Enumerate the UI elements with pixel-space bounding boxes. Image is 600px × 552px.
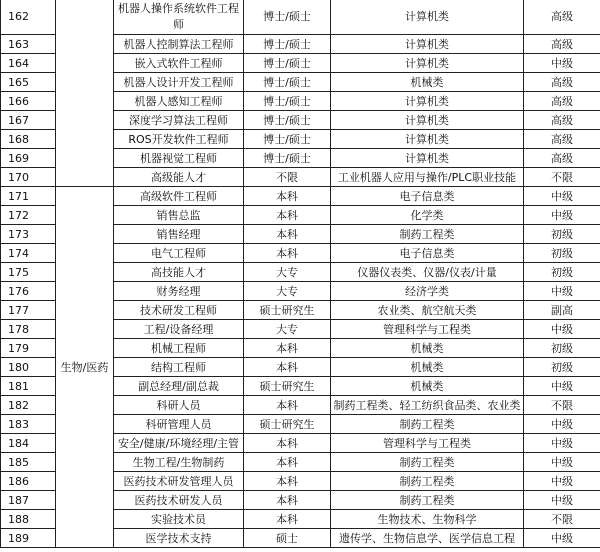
row-number: 162 bbox=[1, 0, 56, 35]
row-number: 170 bbox=[1, 168, 56, 187]
title-level: 中级 bbox=[524, 206, 600, 225]
education: 大专 bbox=[244, 282, 331, 301]
row-number: 182 bbox=[1, 396, 56, 415]
job-title: ROS开发软件工程师 bbox=[114, 130, 244, 149]
job-title: 生物工程/生物制药 bbox=[114, 453, 244, 472]
job-title: 实验技术员 bbox=[114, 510, 244, 529]
education: 本科 bbox=[244, 472, 331, 491]
job-title: 高级能人才 bbox=[114, 168, 244, 187]
job-title: 医药技术研发人员 bbox=[114, 491, 244, 510]
job-title: 高级软件工程师 bbox=[114, 187, 244, 206]
education: 本科 bbox=[244, 510, 331, 529]
major: 仪器仪表类、仪器/仪表/计量 bbox=[331, 263, 524, 282]
major: 计算机类 bbox=[331, 130, 524, 149]
education: 本科 bbox=[244, 453, 331, 472]
title-level: 中级 bbox=[524, 54, 600, 73]
job-title: 机器视觉工程师 bbox=[114, 149, 244, 168]
row-number: 164 bbox=[1, 54, 56, 73]
row-number: 184 bbox=[1, 434, 56, 453]
title-level: 副高 bbox=[524, 301, 600, 320]
job-title: 嵌入式软件工程师 bbox=[114, 54, 244, 73]
major: 制药工程类 bbox=[331, 225, 524, 244]
title-level: 不限 bbox=[524, 396, 600, 415]
title-level: 中级 bbox=[524, 282, 600, 301]
title-level: 高级 bbox=[524, 111, 600, 130]
row-number: 188 bbox=[1, 510, 56, 529]
major: 计算机类 bbox=[331, 35, 524, 54]
major: 制药工程类 bbox=[331, 491, 524, 510]
title-level: 初级 bbox=[524, 225, 600, 244]
title-level: 中级 bbox=[524, 320, 600, 339]
job-title: 医药技术研发管理人员 bbox=[114, 472, 244, 491]
education: 硕士研究生 bbox=[244, 377, 331, 396]
major: 计算机类 bbox=[331, 111, 524, 130]
title-level: 中级 bbox=[524, 377, 600, 396]
industry-cell-robotics bbox=[56, 0, 114, 187]
row-number: 165 bbox=[1, 73, 56, 92]
title-level: 中级 bbox=[524, 472, 600, 491]
job-title: 电气工程师 bbox=[114, 244, 244, 263]
education: 本科 bbox=[244, 396, 331, 415]
major: 计算机类 bbox=[331, 149, 524, 168]
row-number: 169 bbox=[1, 149, 56, 168]
title-level: 高级 bbox=[524, 130, 600, 149]
row-number: 178 bbox=[1, 320, 56, 339]
major: 机械类 bbox=[331, 358, 524, 377]
job-title: 销售经理 bbox=[114, 225, 244, 244]
job-title: 结构工程师 bbox=[114, 358, 244, 377]
education: 博士/硕士 bbox=[244, 130, 331, 149]
education: 博士/硕士 bbox=[244, 54, 331, 73]
job-title: 技术研发工程师 bbox=[114, 301, 244, 320]
major: 制药工程类 bbox=[331, 472, 524, 491]
table-row bbox=[1, 187, 600, 206]
row-number: 180 bbox=[1, 358, 56, 377]
table-body bbox=[1, 0, 600, 548]
row-number: 173 bbox=[1, 225, 56, 244]
job-title: 安全/健康/环境经理/主管 bbox=[114, 434, 244, 453]
row-number: 186 bbox=[1, 472, 56, 491]
row-number: 189 bbox=[1, 529, 56, 548]
job-title: 机器人感知工程师 bbox=[114, 92, 244, 111]
major: 制药工程类、轻工纺织食品类、农业类 bbox=[331, 396, 524, 415]
title-level: 中级 bbox=[524, 453, 600, 472]
major: 制药工程类 bbox=[331, 453, 524, 472]
major: 机械类 bbox=[331, 377, 524, 396]
education: 硕士研究生 bbox=[244, 415, 331, 434]
row-number: 183 bbox=[1, 415, 56, 434]
education: 博士/硕士 bbox=[244, 149, 331, 168]
major: 管理科学与工程类 bbox=[331, 320, 524, 339]
row-number: 175 bbox=[1, 263, 56, 282]
education: 本科 bbox=[244, 434, 331, 453]
major: 制药工程类 bbox=[331, 415, 524, 434]
major: 机械类 bbox=[331, 339, 524, 358]
education: 硕士 bbox=[244, 529, 331, 548]
industry-cell-biomedicine: 生物/医药 bbox=[56, 187, 114, 548]
row-number: 181 bbox=[1, 377, 56, 396]
major: 生物技术、生物科学 bbox=[331, 510, 524, 529]
job-title: 副总经理/副总裁 bbox=[114, 377, 244, 396]
job-title: 财务经理 bbox=[114, 282, 244, 301]
major: 电子信息类 bbox=[331, 244, 524, 263]
major: 工业机器人应用与操作/PLC职业技能 bbox=[331, 168, 524, 187]
job-title: 销售总监 bbox=[114, 206, 244, 225]
education: 硕士研究生 bbox=[244, 301, 331, 320]
title-level: 不限 bbox=[524, 510, 600, 529]
job-title: 医学技术支持 bbox=[114, 529, 244, 548]
row-number: 176 bbox=[1, 282, 56, 301]
job-title: 科研人员 bbox=[114, 396, 244, 415]
title-level: 高级 bbox=[524, 0, 600, 35]
education: 博士/硕士 bbox=[244, 0, 331, 35]
title-level: 不限 bbox=[524, 168, 600, 187]
education: 博士/硕士 bbox=[244, 35, 331, 54]
major: 管理科学与工程类 bbox=[331, 434, 524, 453]
education: 博士/硕士 bbox=[244, 92, 331, 111]
title-level: 初级 bbox=[524, 358, 600, 377]
education: 博士/硕士 bbox=[244, 73, 331, 92]
title-level: 高级 bbox=[524, 149, 600, 168]
education: 本科 bbox=[244, 225, 331, 244]
title-level: 中级 bbox=[524, 187, 600, 206]
major: 计算机类 bbox=[331, 92, 524, 111]
job-title: 科研管理人员 bbox=[114, 415, 244, 434]
major: 遗传学、生物信息学、医学信息工程 bbox=[331, 529, 524, 548]
title-level: 中级 bbox=[524, 434, 600, 453]
title-level: 高级 bbox=[524, 73, 600, 92]
row-number: 163 bbox=[1, 35, 56, 54]
title-level: 中级 bbox=[524, 415, 600, 434]
major: 农业类、航空航天类 bbox=[331, 301, 524, 320]
education: 博士/硕士 bbox=[244, 111, 331, 130]
row-number: 177 bbox=[1, 301, 56, 320]
row-number: 187 bbox=[1, 491, 56, 510]
title-level: 中级 bbox=[524, 529, 600, 548]
title-level: 初级 bbox=[524, 244, 600, 263]
major: 计算机类 bbox=[331, 0, 524, 35]
education: 本科 bbox=[244, 339, 331, 358]
table-row bbox=[1, 0, 600, 35]
job-title: 机械工程师 bbox=[114, 339, 244, 358]
row-number: 168 bbox=[1, 130, 56, 149]
row-number: 174 bbox=[1, 244, 56, 263]
major: 经济学类 bbox=[331, 282, 524, 301]
row-number: 179 bbox=[1, 339, 56, 358]
major: 电子信息类 bbox=[331, 187, 524, 206]
row-number: 166 bbox=[1, 92, 56, 111]
major: 化学类 bbox=[331, 206, 524, 225]
education: 本科 bbox=[244, 206, 331, 225]
job-title: 机器人控制算法工程师 bbox=[114, 35, 244, 54]
education: 本科 bbox=[244, 244, 331, 263]
job-title: 机器人操作系统软件工程师 bbox=[114, 0, 244, 35]
row-number: 167 bbox=[1, 111, 56, 130]
title-level: 高级 bbox=[524, 92, 600, 111]
education: 本科 bbox=[244, 358, 331, 377]
education: 大专 bbox=[244, 320, 331, 339]
education: 大专 bbox=[244, 263, 331, 282]
education: 不限 bbox=[244, 168, 331, 187]
title-level: 高级 bbox=[524, 35, 600, 54]
job-title: 高技能人才 bbox=[114, 263, 244, 282]
major: 计算机类 bbox=[331, 54, 524, 73]
title-level: 初级 bbox=[524, 263, 600, 282]
job-title: 深度学习算法工程师 bbox=[114, 111, 244, 130]
row-number: 171 bbox=[1, 187, 56, 206]
row-number: 185 bbox=[1, 453, 56, 472]
education: 本科 bbox=[244, 187, 331, 206]
row-number: 172 bbox=[1, 206, 56, 225]
major: 机械类 bbox=[331, 73, 524, 92]
job-title: 工程/设备经理 bbox=[114, 320, 244, 339]
job-title: 机器人设计开发工程师 bbox=[114, 73, 244, 92]
title-level: 中级 bbox=[524, 491, 600, 510]
education: 本科 bbox=[244, 491, 331, 510]
title-level: 初级 bbox=[524, 339, 600, 358]
